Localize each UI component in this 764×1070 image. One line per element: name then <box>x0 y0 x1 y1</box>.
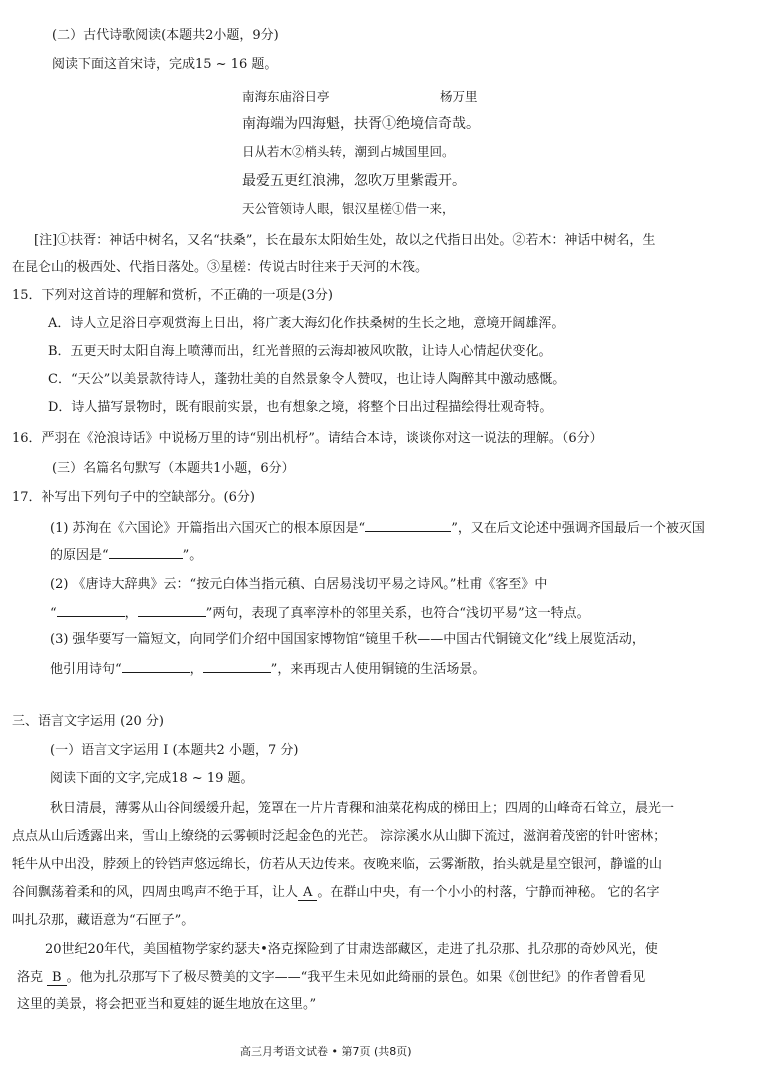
passage-line-7-text-b: 。他为扎尕那写下了极尽赞美的文字——“我平生未见如此绮丽的景色。如果《创世纪》的作者曾看见 <box>66 970 646 985</box>
q17-1-blank-a[interactable] <box>365 518 451 532</box>
passage-line-4-text-a: 谷间飘荡着柔和的风，四周虫鸣声不绝于耳，让人 <box>12 885 299 900</box>
poem-note-line-1: [注]①扶胥：神话中树名，又名“扶桑”，长在最东太阳始生处，故以之代指日出处。②若木：神话中树名，生 <box>34 233 656 248</box>
question-17-item-1-line-1 <box>50 518 705 538</box>
question-17-item-3-line-2 <box>50 659 485 679</box>
page-footer: 高三月考语文试卷 • 第7页 (共8页) <box>240 1045 412 1058</box>
q17-2-blank-b[interactable] <box>138 603 206 617</box>
q17-2-text-b: “ <box>50 606 57 621</box>
q17-1-blank-b[interactable] <box>109 545 183 559</box>
q17-3-text-d: ”，来再现古人使用铜镜的生活场景。 <box>270 662 486 677</box>
part-3-header: 三、语言文字运用 (20 分) <box>12 714 164 729</box>
passage-line-4-text-b: 。在群山中央，有一个小小的村落，宁静而神秘。 它的名字 <box>317 885 660 900</box>
passage-line-2: 点点从山后透露出来，雪山上缭绕的云雾顿时泛起金色的光芒。 淙淙溪水从山脚下流过，滋润着茂密的针叶密林； <box>12 829 667 844</box>
poem-note-line-2: 在昆仑山的极西处、代指日落处。③星槎：传说古时往来于天河的木筏。 <box>12 260 429 275</box>
passage-line-8: 这里的美景，将会把亚当和夏娃的诞生地放在这里。” <box>17 997 317 1012</box>
question-17-item-2-line-1: (2) 《唐诗大辞典》云：“按元白体当指元稹、白居易浅切平易之诗风。”杜甫《客至》中 <box>50 577 548 592</box>
poem-instruction: 阅读下面这首宋诗，完成15 ~ 16 题。 <box>52 57 278 72</box>
poem-line-1: 南海端为四海魁，扶胥①绝境信奇哉。 <box>242 116 480 132</box>
question-17-item-2-line-2 <box>50 603 590 623</box>
question-16-stem: 16．严羽在《沧浪诗话》中说杨万里的诗“别出机杼”。请结合本诗，谈谈你对这一说法的理解。（6分） <box>12 431 603 446</box>
question-15-stem: 15．下列对这首诗的理解和赏析，不正确的一项是(3分) <box>12 288 333 303</box>
question-15-option-d: D．诗人描写景物时，既有眼前实景，也有想象之境，将整个日出过程描绘得壮观奇特。 <box>48 400 553 415</box>
poem-title: 南海东庙浴日亭 <box>242 89 330 104</box>
poem-author: 杨万里 <box>440 89 478 104</box>
question-15-option-c: C．“天公”以美景款待诗人，蓬勃壮美的自然景象令人赞叹，也让诗人陶醉其中激动感慨。 <box>48 372 566 387</box>
q17-3-blank-a[interactable] <box>122 659 190 673</box>
passage-line-1: 秋日清晨，薄雾从山谷间缓缓升起，笼罩在一片片青稞和油菜花构成的梯田上；四周的山峰奇石耸立，晨光一 <box>50 801 675 816</box>
question-17-stem: 17．补写出下列句子中的空缺部分。(6分) <box>12 490 255 505</box>
q17-3-blank-b[interactable] <box>203 659 271 673</box>
question-15-option-a: A．诗人立足浴日亭观赏海上日出，将广袤大海幻化作扶桑树的生长之地，意境开阔雄浑。 <box>48 316 565 331</box>
section-header-ancient-poetry: (二）古代诗歌阅读(本题共2小题，9分) <box>52 28 279 43</box>
q17-2-text-d: ”两句，表现了真率淳朴的邻里关系，也符合“浅切平易”这一特点。 <box>205 606 590 621</box>
q17-1-text-a: (1) 苏洵在《六国论》开篇指出六国灭亡的根本原因是“ <box>50 521 366 536</box>
poem-line-3: 最爱五更红浪沸，忽吹万里紫霞开。 <box>242 173 466 189</box>
passage-line-4 <box>12 884 660 902</box>
q17-3-text-b: 他引用诗句“ <box>50 662 122 677</box>
q17-1-text-d: ”。 <box>182 548 203 563</box>
q17-1-text-c: 的原因是“ <box>50 548 109 563</box>
q17-1-text-b: ”，又在后文论述中强调齐国最后一个被灭国 <box>451 521 705 536</box>
question-15-option-b: B．五更天时太阳自海上喷薄而出，红光普照的云海却被风吹散，让诗人心情起伏变化。 <box>48 344 552 359</box>
passage-line-7-text-a: 洛克 <box>17 970 44 985</box>
question-17-item-3-line-1: (3) 强华要写一篇短文，向同学们介绍中国国家博物馆“镜里千秋——中国古代铜镜文化”线上展览活动， <box>50 632 645 647</box>
part-3-instruction: 阅读下面的文字,完成18 ~ 19 题。 <box>50 771 254 786</box>
passage-line-3: 牦牛从中出没，脖颈上的铃铛声悠远绵长，仿若从天边传来。夜晚来临，云雾渐散，抬头就是星空银河，静谧的山 <box>12 857 663 872</box>
section-header-famous-quotes: (三）名篇名句默写（本题共1小题，6分） <box>52 461 295 476</box>
part-3-sub-header: (一）语言文字运用 Ⅰ (本题共2 小题，7 分) <box>50 743 299 758</box>
q17-2-blank-a[interactable] <box>57 603 125 617</box>
blank-marker-a[interactable]: A <box>298 885 317 901</box>
passage-line-5: 叫扎尕那，藏语意为“石匣子”。 <box>12 913 195 928</box>
poem-line-4: 天公管领诗人眼，银汉星槎①借一来， <box>242 201 455 216</box>
q17-3-text-c: ， <box>189 662 203 677</box>
passage-line-6: 20世纪20年代，美国植物学家约瑟夫•洛克探险到了甘肃迭部藏区，走进了扎尕那、扎尕那的奇妙风光，使 <box>45 942 658 957</box>
poem-line-2: 日从若木②梢头转，潮到占城国里回。 <box>242 144 455 159</box>
passage-line-7 <box>17 969 645 987</box>
q17-2-text-c: ， <box>124 606 138 621</box>
question-17-item-1-line-2 <box>50 545 202 565</box>
blank-marker-b[interactable]: B <box>47 970 67 986</box>
